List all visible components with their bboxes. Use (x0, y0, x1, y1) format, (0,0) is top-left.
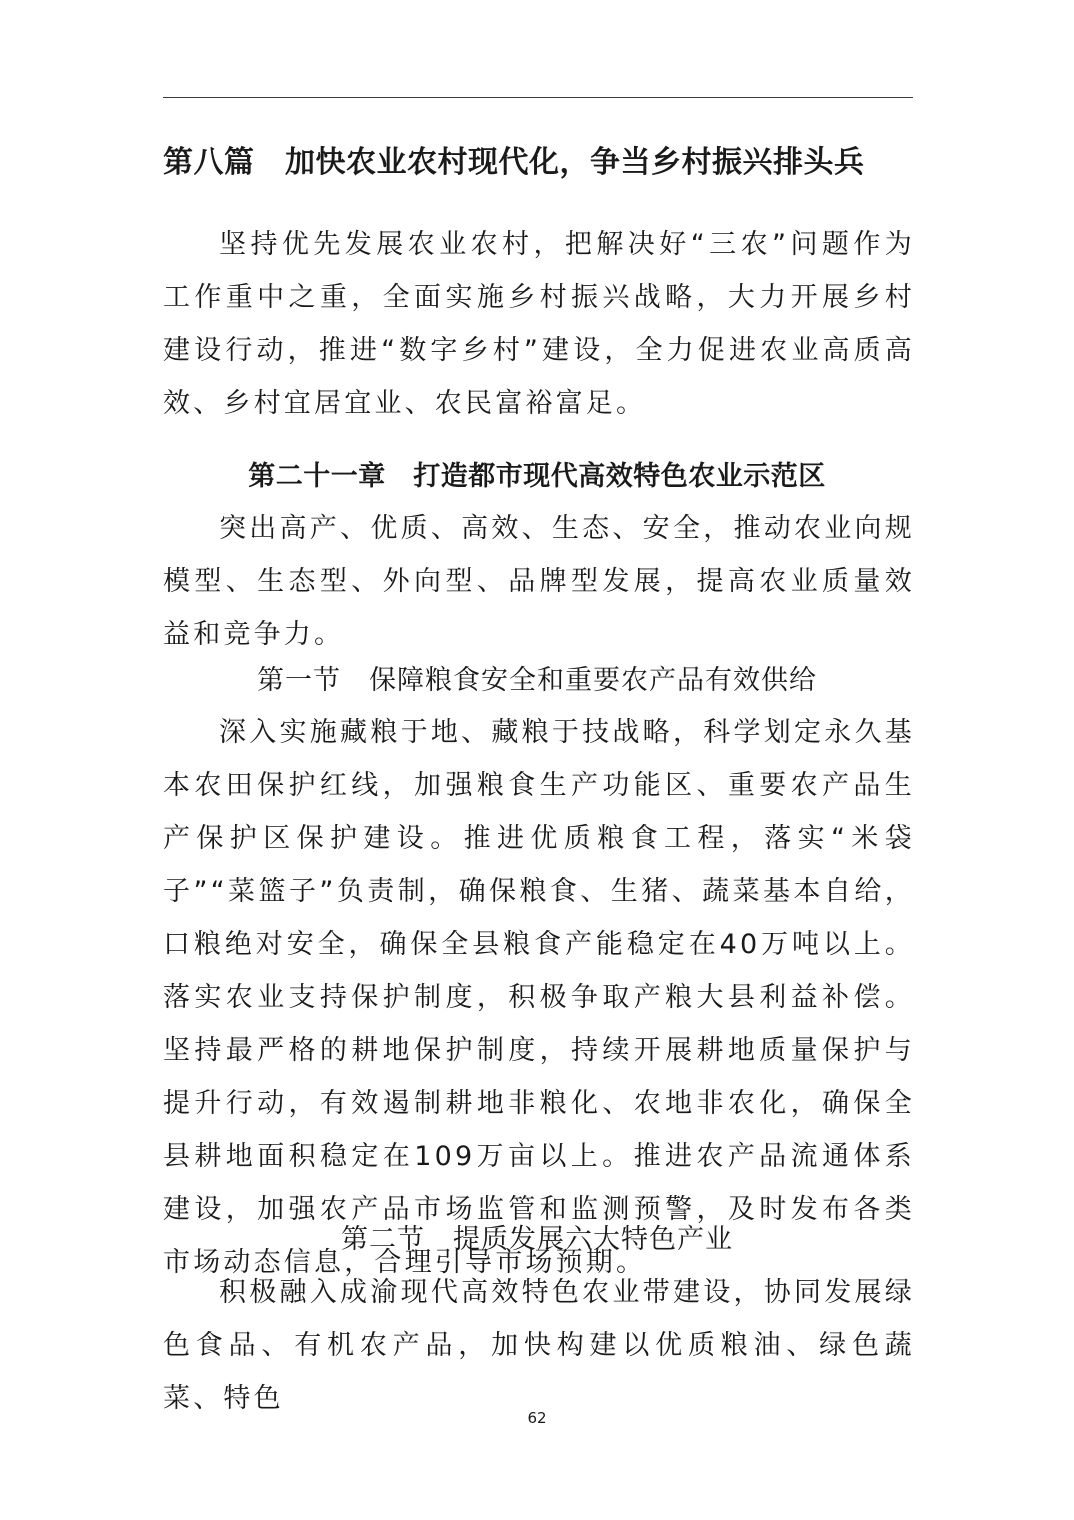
page-number: 62 (527, 1409, 547, 1427)
chapter-title: 第二十一章 打造都市现代高效特色农业示范区 (248, 461, 826, 492)
section-1-title: 第一节 保障粮食安全和重要农产品有效供给 (257, 665, 817, 696)
part-title: 第八篇 加快农业农村现代化，争当乡村振兴排头兵 (163, 145, 865, 180)
intro-paragraph: 坚持优先发展农业农村，把解决好“三农”问题作为工作重中之重，全面实施乡村振兴战略，大力开展乡村建设行动，推进“数字乡村”建设，全力促进农业高质高效、乡村宜居宜业、农民富裕富足。 (163, 229, 915, 419)
chapter-paragraph: 突出高产、优质、高效、生态、安全，推动农业向规模型、生态型、外向型、品牌型发展，提高农业质量效益和竞争力。 (163, 513, 915, 650)
section-1-paragraph: 深入实施藏粮于地、藏粮于技战略，科学划定永久基本农田保护红线，加强粮食生产功能区、重要农产品生产保护区保护建设。推进优质粮食工程，落实“米袋子”“菜篮子”负责制，确保粮食、生猪、蔬菜基本自给，口粮绝对安全，确保全县粮食产能稳定在40万吨以上。落实农业支持保护制度，积极争取产粮大县利益补偿。坚持最严格的耕地保护制度，持续开展耕地质量保护与提升行动，有效遏制耕地非粮化、农地非农化，确保全县耕地面积稳定在109万亩以上。推进农产品流通体系建设，加强农产品市场监管和监测预警，及时发布各类市场动态信息，合理引导市场预期。 (163, 717, 915, 1278)
section-2-title: 第二节 提质发展六大特色产业 (341, 1224, 733, 1255)
header-rule (163, 97, 913, 98)
section-2-paragraph: 积极融入成渝现代高效特色农业带建设，协同发展绿色食品、有机农产品，加快构建以优质粮油、绿色蔬菜、特色 (163, 1277, 915, 1414)
